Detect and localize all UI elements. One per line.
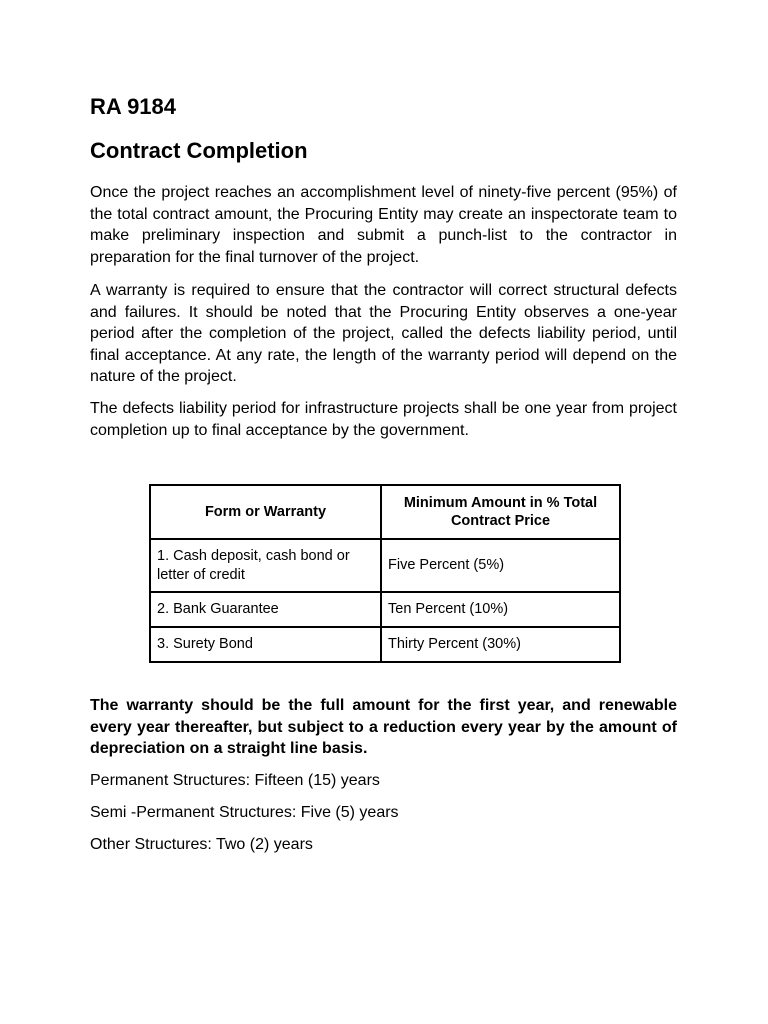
paragraph: Once the project reaches an accomplishment level of ninety-five percent (95%) of the total contract amount, the Procuring Entity may create an inspectorate team to make preliminary inspection and submit a punch-list to the contractor in preparation for the final turnover of the project. xyxy=(90,184,677,266)
table-row xyxy=(151,593,619,628)
table-row xyxy=(151,628,619,661)
section-title: Contract Completion xyxy=(90,138,308,163)
paragraph: A warranty is required to ensure that the contractor will correct structural defects and failures. It should be noted that the Procuring Entity observes a one-year period after the completion of the project, called the defects liability period, until final acceptance. At any rate, the length of the warranty period will depend on the nature of the project. xyxy=(90,282,677,385)
table-cell-form: 2. Bank Guarantee xyxy=(151,593,382,628)
document-title: RA 9184 xyxy=(90,94,177,119)
column-header-minimum-amount: Minimum Amount in % Total Contract Price xyxy=(382,486,619,540)
warranty-table xyxy=(149,484,621,663)
table-cell-amount: Five Percent (5%) xyxy=(382,540,619,593)
table-cell-form: 1. Cash deposit, cash bond or letter of credit xyxy=(151,540,382,593)
table-header-row xyxy=(151,486,619,540)
table-cell-form: 3. Surety Bond xyxy=(151,628,382,661)
structure-line-semi-permanent: Semi -Permanent Structures: Five (5) years xyxy=(90,804,399,821)
table-row xyxy=(151,540,619,593)
table-cell-amount: Ten Percent (10%) xyxy=(382,593,619,628)
structure-line-other: Other Structures: Two (2) years xyxy=(90,836,313,853)
warranty-note: The warranty should be the full amount for the first year, and renewable every year thereafter, but subject to a reduction every year by the amount of depreciation on a straight line basis. xyxy=(90,697,677,757)
structure-line-permanent: Permanent Structures: Fifteen (15) years xyxy=(90,772,380,789)
column-header-form: Form or Warranty xyxy=(151,486,382,540)
paragraph: The defects liability period for infrastructure projects shall be one year from project completion up to final acceptance by the government. xyxy=(90,400,677,439)
table-cell-amount: Thirty Percent (30%) xyxy=(388,636,521,652)
